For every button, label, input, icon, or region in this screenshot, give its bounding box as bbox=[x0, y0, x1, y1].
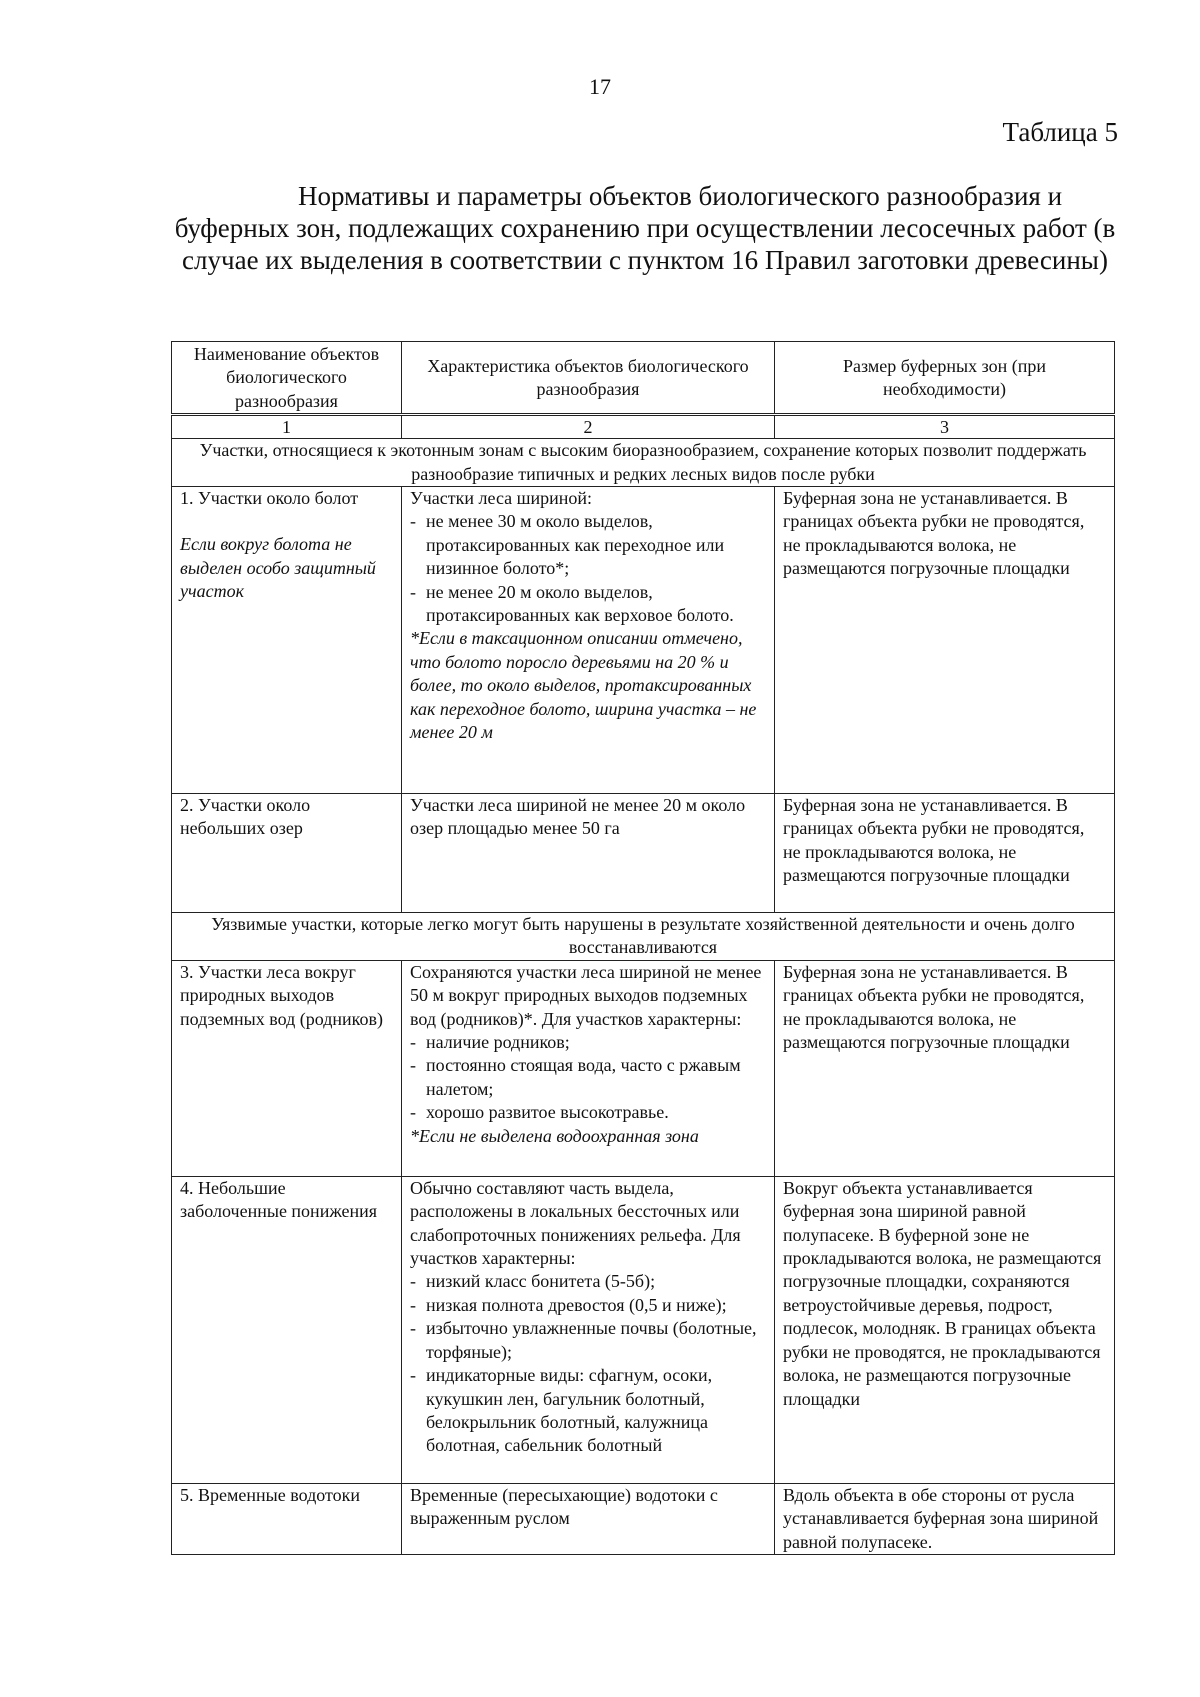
table-label: Таблица 5 bbox=[1002, 117, 1118, 147]
column-number: 2 bbox=[402, 415, 775, 439]
object-name: 3. Участки леса вокруг природных выходов подземных вод (родников) bbox=[180, 961, 383, 1029]
buffer-cell: Буферная зона не устанавливается. В границах объекта рубки не проводятся, не прокладываются волока, не размещаются погрузочные площадки bbox=[775, 960, 1115, 1176]
characteristics-intro: Сохраняются участки леса шириной не менее 50 м вокруг природных выходов подземных вод (родников)*. Для участков характерны: bbox=[410, 961, 762, 1029]
characteristics-cell bbox=[402, 960, 775, 1176]
object-name: 5. Временные водотоки bbox=[180, 1484, 361, 1505]
list-item: - не менее 30 м около выделов, протаксированных как переходное или низинное болото*; bbox=[410, 510, 766, 580]
characteristics-cell bbox=[402, 794, 775, 913]
section-row bbox=[172, 913, 1115, 961]
list-item: - низкая полнота древостоя (0,5 и ниже); bbox=[410, 1294, 766, 1317]
table-row bbox=[172, 1483, 1115, 1554]
characteristics-intro: Обычно составляют часть выдела, расположены в локальных бессточных или слабопроточных понижениях рельефа. Для участков характерны: bbox=[410, 1177, 741, 1269]
section-title: Уязвимые участки, которые легко могут быть нарушены в результате хозяйственной деятельности и очень долго восстанавливаются bbox=[172, 913, 1115, 961]
table-row bbox=[172, 960, 1115, 1176]
list-item: - наличие родников; bbox=[410, 1031, 766, 1054]
header-cell-buffer-size: Размер буферных зон (при необходимости) bbox=[775, 342, 1115, 415]
section-row bbox=[172, 439, 1115, 487]
table-row bbox=[172, 794, 1115, 913]
object-name: 1. Участки около болот bbox=[180, 488, 359, 509]
object-name-cell bbox=[172, 487, 402, 794]
characteristics-list bbox=[410, 1270, 766, 1457]
characteristics-cell bbox=[402, 1483, 775, 1554]
characteristics-cell bbox=[402, 1176, 775, 1483]
column-number: 3 bbox=[775, 415, 1115, 439]
object-name-note: Если вокруг болота не выделен особо защитный участок bbox=[180, 534, 376, 602]
list-item: - низкий класс бонитета (5-5б); bbox=[410, 1270, 766, 1293]
table-row bbox=[172, 487, 1115, 794]
characteristics-intro: Временные (пересыхающие) водотоки с выраженным руслом bbox=[410, 1484, 718, 1529]
table-row bbox=[172, 1176, 1115, 1483]
object-name-cell bbox=[172, 960, 402, 1176]
page-number: 17 bbox=[589, 74, 611, 99]
document-title bbox=[170, 180, 1120, 276]
characteristics-intro: Участки леса шириной: bbox=[410, 488, 593, 509]
characteristics-intro: Участки леса шириной не менее 20 м около озер площадью менее 50 га bbox=[410, 795, 746, 839]
object-name-cell bbox=[172, 794, 402, 913]
list-item: - хорошо развитое высокотравье. bbox=[410, 1101, 766, 1124]
norms-table bbox=[171, 341, 1115, 1555]
header-cell-name: Наименование объектов биологического разнообразия bbox=[172, 342, 402, 415]
characteristics-cell bbox=[402, 487, 775, 794]
buffer-cell: Вокруг объекта устанавливается буферная зона шириной равной полупасеке. В буферной зоне не прокладываются волока, не размещаются погрузочные площадки, сохраняются ветроустойчивые деревья, подрост, подлесок, молодняк. В границах объекта рубки не проводятся, не прокладываются волока, не размещаются погрузочные площадки bbox=[775, 1176, 1115, 1483]
characteristics-list bbox=[410, 1031, 766, 1125]
object-name: 4. Небольшие заболоченные понижения bbox=[180, 1177, 378, 1222]
buffer-cell: Буферная зона не устанавливается. В границах объекта рубки не проводятся, не прокладываются волока, не размещаются погрузочные площадки bbox=[775, 487, 1115, 794]
object-name: 2. Участки около небольших озер bbox=[180, 795, 311, 839]
list-item: - индикаторные виды: сфагнум, осоки, кукушкин лен, багульник болотный, белокрыльник болотный, калужница болотная, сабельник болотный bbox=[410, 1364, 766, 1458]
buffer-cell: Вдоль объекта в обе стороны от русла устанавливается буферная зона шириной равной полупасеке. bbox=[775, 1483, 1115, 1554]
object-name-cell bbox=[172, 1483, 402, 1554]
characteristics-list bbox=[410, 510, 766, 627]
characteristics-note: *Если не выделена водоохранная зона bbox=[410, 1125, 699, 1146]
list-item: - не менее 20 м около выделов, протаксированных как верховое болото. bbox=[410, 581, 766, 628]
header-cell-characteristics: Характеристика объектов биологического разнообразия bbox=[402, 342, 775, 415]
buffer-cell: Буферная зона не устанавливается. В границах объекта рубки не проводятся, не прокладываются волока, не размещаются погрузочные площадки bbox=[775, 794, 1115, 913]
document-title-text: Нормативы и параметры объектов биологического разнообразия и буферных зон, подлежащих сохранению при осуществлении лесосечных работ (в случае их выделения в соответствии с пунктом 16 Правил заготовки древесины) bbox=[174, 181, 1116, 275]
column-number-row bbox=[172, 415, 1115, 439]
characteristics-note: *Если в таксационном описании отмечено, что болото поросло деревьями на 20 % и более, то около выделов, протаксированных как переходное болото, ширина участка – не менее 20 м bbox=[410, 628, 757, 743]
list-item: - избыточно увлажненные почвы (болотные, торфяные); bbox=[410, 1317, 766, 1364]
section-title: Участки, относящиеся к экотонным зонам с высоким биоразнообразием, сохранение которых позволит поддержать разнообразие типичных и редких лесных видов после рубки bbox=[172, 439, 1115, 487]
table-header-row bbox=[172, 342, 1115, 415]
object-name-cell bbox=[172, 1176, 402, 1483]
list-item: - постоянно стоящая вода, часто с ржавым налетом; bbox=[410, 1054, 766, 1101]
column-number: 1 bbox=[172, 415, 402, 439]
